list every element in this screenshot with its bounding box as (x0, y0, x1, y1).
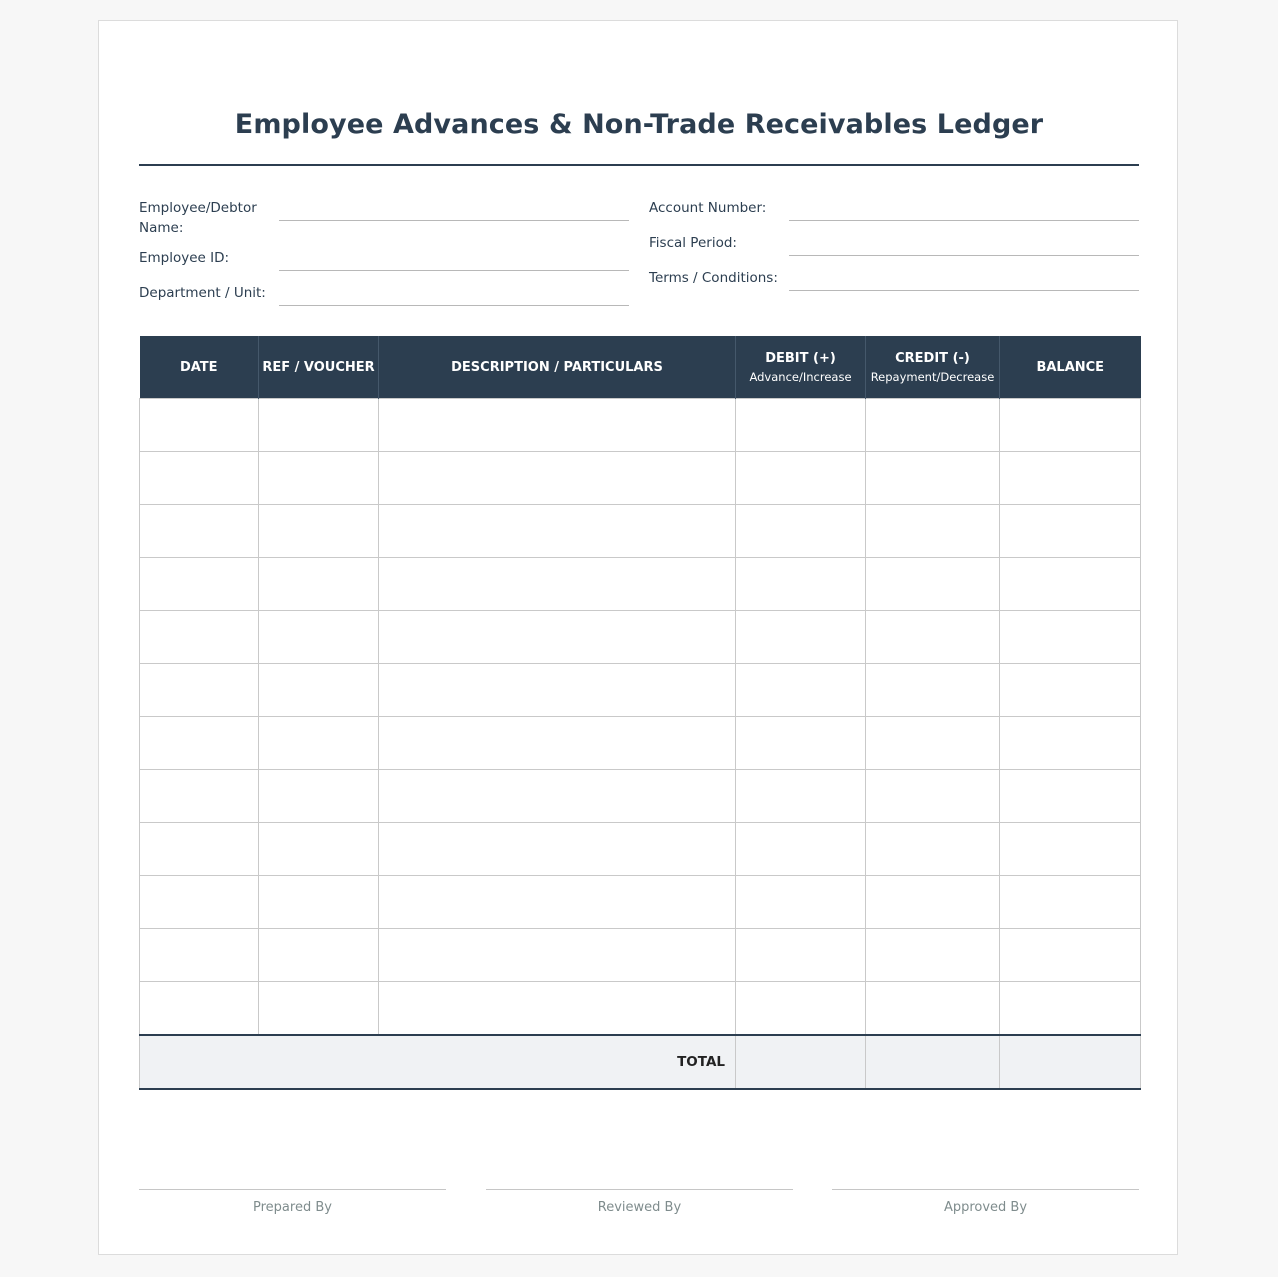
ref-voucher-cell[interactable] (259, 558, 379, 611)
ref-voucher-cell[interactable] (259, 399, 379, 452)
balance-cell[interactable] (1000, 452, 1141, 505)
credit-cell[interactable] (866, 717, 1000, 770)
total-label: TOTAL (140, 1035, 736, 1089)
debit-cell[interactable] (736, 823, 866, 876)
table-row (140, 399, 1141, 452)
date-cell[interactable] (140, 399, 259, 452)
account-number-field[interactable] (789, 220, 1139, 221)
table-row (140, 611, 1141, 664)
prepared-by-line[interactable] (139, 1189, 446, 1190)
credit-cell[interactable] (866, 452, 1000, 505)
description-cell[interactable] (379, 770, 736, 823)
table-row (140, 876, 1141, 929)
ref-voucher-cell[interactable] (259, 505, 379, 558)
ref-voucher-cell[interactable] (259, 611, 379, 664)
table-row (140, 664, 1141, 717)
balance-cell[interactable] (1000, 823, 1141, 876)
ledger-body (140, 399, 1141, 1090)
terms-field[interactable] (789, 290, 1139, 291)
title-divider (139, 164, 1139, 166)
account-number-label: Account Number: (649, 200, 767, 216)
table-row (140, 929, 1141, 982)
col-subheader-credit: Repayment/Decrease (870, 369, 995, 384)
page-title: Employee Advances & Non-Trade Receivables Ledger (234, 109, 1044, 140)
terms-label: Terms / Conditions: (649, 270, 778, 286)
col-header-debit: DEBIT (+) Advance/Increase (736, 336, 866, 399)
balance-cell[interactable] (1000, 558, 1141, 611)
col-header-balance: BALANCE (1000, 336, 1141, 399)
date-cell[interactable] (140, 611, 259, 664)
total-balance-cell[interactable] (1000, 1035, 1141, 1089)
date-cell[interactable] (140, 929, 259, 982)
description-cell[interactable] (379, 929, 736, 982)
ref-voucher-cell[interactable] (259, 664, 379, 717)
ref-voucher-cell[interactable] (259, 452, 379, 505)
approved-by-label: Approved By (943, 1200, 1028, 1215)
debit-cell[interactable] (736, 664, 866, 717)
balance-cell[interactable] (1000, 399, 1141, 452)
balance-cell[interactable] (1000, 929, 1141, 982)
credit-cell[interactable] (866, 399, 1000, 452)
debit-cell[interactable] (736, 770, 866, 823)
credit-cell[interactable] (866, 770, 1000, 823)
date-cell[interactable] (140, 717, 259, 770)
debit-cell[interactable] (736, 399, 866, 452)
col-header-description: DESCRIPTION / PARTICULARS (379, 336, 736, 399)
table-row (140, 770, 1141, 823)
balance-cell[interactable] (1000, 982, 1141, 1036)
date-cell[interactable] (140, 452, 259, 505)
date-cell[interactable] (140, 505, 259, 558)
prepared-by-label: Prepared By (253, 1200, 332, 1215)
credit-cell[interactable] (866, 505, 1000, 558)
debit-cell[interactable] (736, 876, 866, 929)
department-field[interactable] (279, 305, 629, 306)
credit-cell[interactable] (866, 876, 1000, 929)
description-cell[interactable] (379, 664, 736, 717)
ref-voucher-cell[interactable] (259, 876, 379, 929)
debit-cell[interactable] (736, 505, 866, 558)
credit-cell[interactable] (866, 823, 1000, 876)
description-cell[interactable] (379, 823, 736, 876)
ref-voucher-cell[interactable] (259, 770, 379, 823)
total-debit-cell[interactable] (736, 1035, 866, 1089)
date-cell[interactable] (140, 770, 259, 823)
description-cell[interactable] (379, 982, 736, 1036)
credit-cell[interactable] (866, 558, 1000, 611)
employee-name-label: Employee/Debtor Name: (139, 200, 257, 236)
ref-voucher-cell[interactable] (259, 982, 379, 1036)
ref-voucher-cell[interactable] (259, 717, 379, 770)
table-row (140, 823, 1141, 876)
balance-cell[interactable] (1000, 505, 1141, 558)
description-cell[interactable] (379, 876, 736, 929)
debit-cell[interactable] (736, 611, 866, 664)
col-subheader-debit: Advance/Increase (749, 369, 852, 384)
date-cell[interactable] (140, 664, 259, 717)
table-row (140, 505, 1141, 558)
fiscal-period-label: Fiscal Period: (649, 235, 737, 251)
debit-cell[interactable] (736, 452, 866, 505)
credit-cell[interactable] (866, 664, 1000, 717)
balance-cell[interactable] (1000, 770, 1141, 823)
table-row (140, 717, 1141, 770)
approved-by-line[interactable] (832, 1189, 1139, 1190)
description-cell[interactable] (379, 611, 736, 664)
ref-voucher-cell[interactable] (259, 929, 379, 982)
description-cell[interactable] (379, 505, 736, 558)
balance-cell[interactable] (1000, 717, 1141, 770)
total-row (140, 1035, 1141, 1089)
debit-cell[interactable] (736, 717, 866, 770)
ledger-page (98, 20, 1178, 1255)
employee-id-field[interactable] (279, 270, 629, 271)
table-row (140, 982, 1141, 1036)
description-cell[interactable] (379, 558, 736, 611)
balance-cell[interactable] (1000, 664, 1141, 717)
table-header-row (140, 336, 1141, 399)
date-cell[interactable] (140, 823, 259, 876)
description-cell[interactable] (379, 717, 736, 770)
col-header-credit: CREDIT (-) Repayment/Decrease (866, 336, 1000, 399)
table-row (140, 452, 1141, 505)
employee-name-field[interactable] (279, 220, 629, 221)
credit-cell[interactable] (866, 929, 1000, 982)
col-header-date: DATE (140, 336, 259, 399)
department-label: Department / Unit: (139, 285, 266, 301)
reviewed-by-line[interactable] (486, 1189, 793, 1190)
debit-cell[interactable] (736, 982, 866, 1036)
employee-id-label: Employee ID: (139, 250, 230, 266)
description-cell[interactable] (379, 399, 736, 452)
balance-cell[interactable] (1000, 876, 1141, 929)
ledger-table (139, 336, 1141, 1090)
ref-voucher-cell[interactable] (259, 823, 379, 876)
date-cell[interactable] (140, 876, 259, 929)
fiscal-period-field[interactable] (789, 255, 1139, 256)
reviewed-by-label: Reviewed By (597, 1200, 682, 1215)
col-header-ref-voucher: REF / VOUCHER (259, 336, 379, 399)
date-cell[interactable] (140, 982, 259, 1036)
balance-cell[interactable] (1000, 611, 1141, 664)
description-cell[interactable] (379, 452, 736, 505)
credit-cell[interactable] (866, 611, 1000, 664)
total-credit-cell[interactable] (866, 1035, 1000, 1089)
table-row (140, 558, 1141, 611)
debit-cell[interactable] (736, 929, 866, 982)
date-cell[interactable] (140, 558, 259, 611)
credit-cell[interactable] (866, 982, 1000, 1036)
debit-cell[interactable] (736, 558, 866, 611)
